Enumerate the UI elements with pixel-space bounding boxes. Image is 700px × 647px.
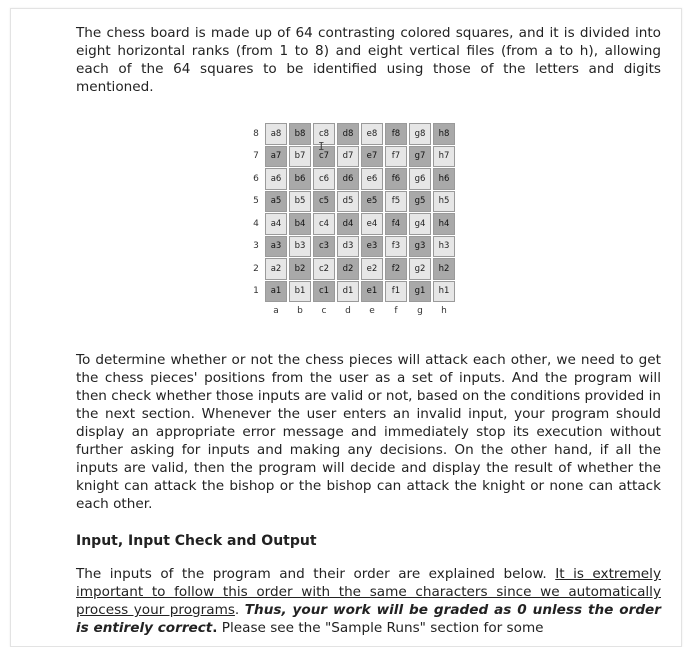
board-square: g7 (409, 146, 431, 168)
board-square: e3 (361, 236, 383, 258)
board-square: b1 (289, 281, 311, 303)
file-label: d (345, 306, 351, 316)
board-square: d7 (337, 146, 359, 168)
board-corner (249, 303, 263, 319)
board-square: c7 (313, 146, 335, 168)
board-square: a8 (265, 123, 287, 145)
board-square: a7 (265, 146, 287, 168)
board-square: d4 (337, 213, 359, 235)
board-square: e7 (361, 146, 383, 168)
board-square: b6 (289, 168, 311, 190)
board-square: d6 (337, 168, 359, 190)
board-square: c5 (313, 191, 335, 213)
file-label: e (369, 306, 375, 316)
board-square: a5 (265, 191, 287, 213)
board-square: g5 (409, 191, 431, 213)
rank-label: 7 (253, 151, 259, 162)
rank-label: 6 (253, 173, 259, 184)
file-label: h (441, 306, 447, 316)
board-square: g4 (409, 213, 431, 235)
rank-label: 2 (253, 263, 259, 274)
board-square: f5 (385, 191, 407, 213)
board-square: b4 (289, 213, 311, 235)
board-square: h7 (433, 146, 455, 168)
board-square: c4 (313, 213, 335, 235)
board-square: e6 (361, 168, 383, 190)
board-square: e2 (361, 258, 383, 280)
board-square: a3 (265, 236, 287, 258)
section-text-end: Please see the "Sample Runs" section for some (217, 620, 544, 636)
text-cursor-icon: I (318, 140, 325, 153)
board-square: d5 (337, 191, 359, 213)
board-square: d2 (337, 258, 359, 280)
section-text-bold-italic: Thus, your work will be graded as 0 unless the order is entirely correct (76, 602, 661, 636)
board-square: d1 (337, 281, 359, 303)
board-square: a4 (265, 213, 287, 235)
board-square: f3 (385, 236, 407, 258)
board-square: a6 (265, 168, 287, 190)
file-label: c (321, 306, 327, 316)
board-square: c1 (313, 281, 335, 303)
section-paragraph (76, 565, 661, 637)
section-text-period: . (234, 602, 245, 618)
chess-board-figure (249, 123, 455, 319)
rank-label: 5 (253, 196, 259, 207)
board-square: h2 (433, 258, 455, 280)
file-label: g (417, 306, 423, 316)
board-square: h8 (433, 123, 455, 145)
board-square: h5 (433, 191, 455, 213)
board-square: c2 (313, 258, 335, 280)
section-heading: Input, Input Check and Output (76, 533, 317, 549)
board-square: f6 (385, 168, 407, 190)
board-square: c8 (313, 123, 335, 145)
board-square: h1 (433, 281, 455, 303)
board-square: f1 (385, 281, 407, 303)
board-square: b7 (289, 146, 311, 168)
section-text-underlined: It is extremely important to follow this order with the same characters since we automatically process your programs (76, 566, 661, 618)
board-square: b8 (289, 123, 311, 145)
rank-label: 3 (253, 241, 259, 252)
file-label: b (297, 306, 303, 316)
file-label: a (273, 306, 279, 316)
board-square: h4 (433, 213, 455, 235)
document-page (10, 8, 682, 647)
board-square: e4 (361, 213, 383, 235)
board-square: g8 (409, 123, 431, 145)
board-square: b3 (289, 236, 311, 258)
board-square: d3 (337, 236, 359, 258)
description-paragraph: To determine whether or not the chess pieces will attack each other, we need to get the chess pieces' positions from the user as a set of inputs. And the program will then check whether those inputs are valid or not, based on the conditions provided in the next section. Whenever the user enters an invalid input, your program should display an appropriate error message and immediately stop its execution without further asking for inputs and making any decisions. On the other hand, if all the inputs are valid, then the program will decide and display the result of whether the knight can attack the bishop or the bishop can attack the knight or none can attack each other. (76, 352, 661, 512)
board-square: f4 (385, 213, 407, 235)
board-square: e5 (361, 191, 383, 213)
board-square: f8 (385, 123, 407, 145)
board-square: g6 (409, 168, 431, 190)
board-square: e8 (361, 123, 383, 145)
section-text-start: The inputs of the program and their order are explained below. (76, 566, 556, 582)
board-square: h6 (433, 168, 455, 190)
rank-label: 1 (253, 286, 259, 297)
board-square: c3 (313, 236, 335, 258)
board-square: a2 (265, 258, 287, 280)
chess-board (249, 123, 455, 319)
board-square: a1 (265, 281, 287, 303)
board-square: b2 (289, 258, 311, 280)
board-square: f7 (385, 146, 407, 168)
board-square: h3 (433, 236, 455, 258)
rank-label: 4 (253, 218, 259, 229)
board-square: f2 (385, 258, 407, 280)
board-square: g3 (409, 236, 431, 258)
board-square: e1 (361, 281, 383, 303)
file-label: f (394, 306, 398, 316)
board-square: g2 (409, 258, 431, 280)
section-text-bold-period: . (212, 620, 218, 636)
rank-label: 8 (253, 128, 259, 139)
board-square: b5 (289, 191, 311, 213)
board-square: g1 (409, 281, 431, 303)
board-square: c6 (313, 168, 335, 190)
board-square: d8 (337, 123, 359, 145)
intro-paragraph: The chess board is made up of 64 contrasting colored squares, and it is divided into eight horizontal ranks (from 1 to 8) and eight vertical files (from a to h), allowing each of the 64 squares to be identified using those of the letters and digits mentioned. (76, 25, 661, 95)
